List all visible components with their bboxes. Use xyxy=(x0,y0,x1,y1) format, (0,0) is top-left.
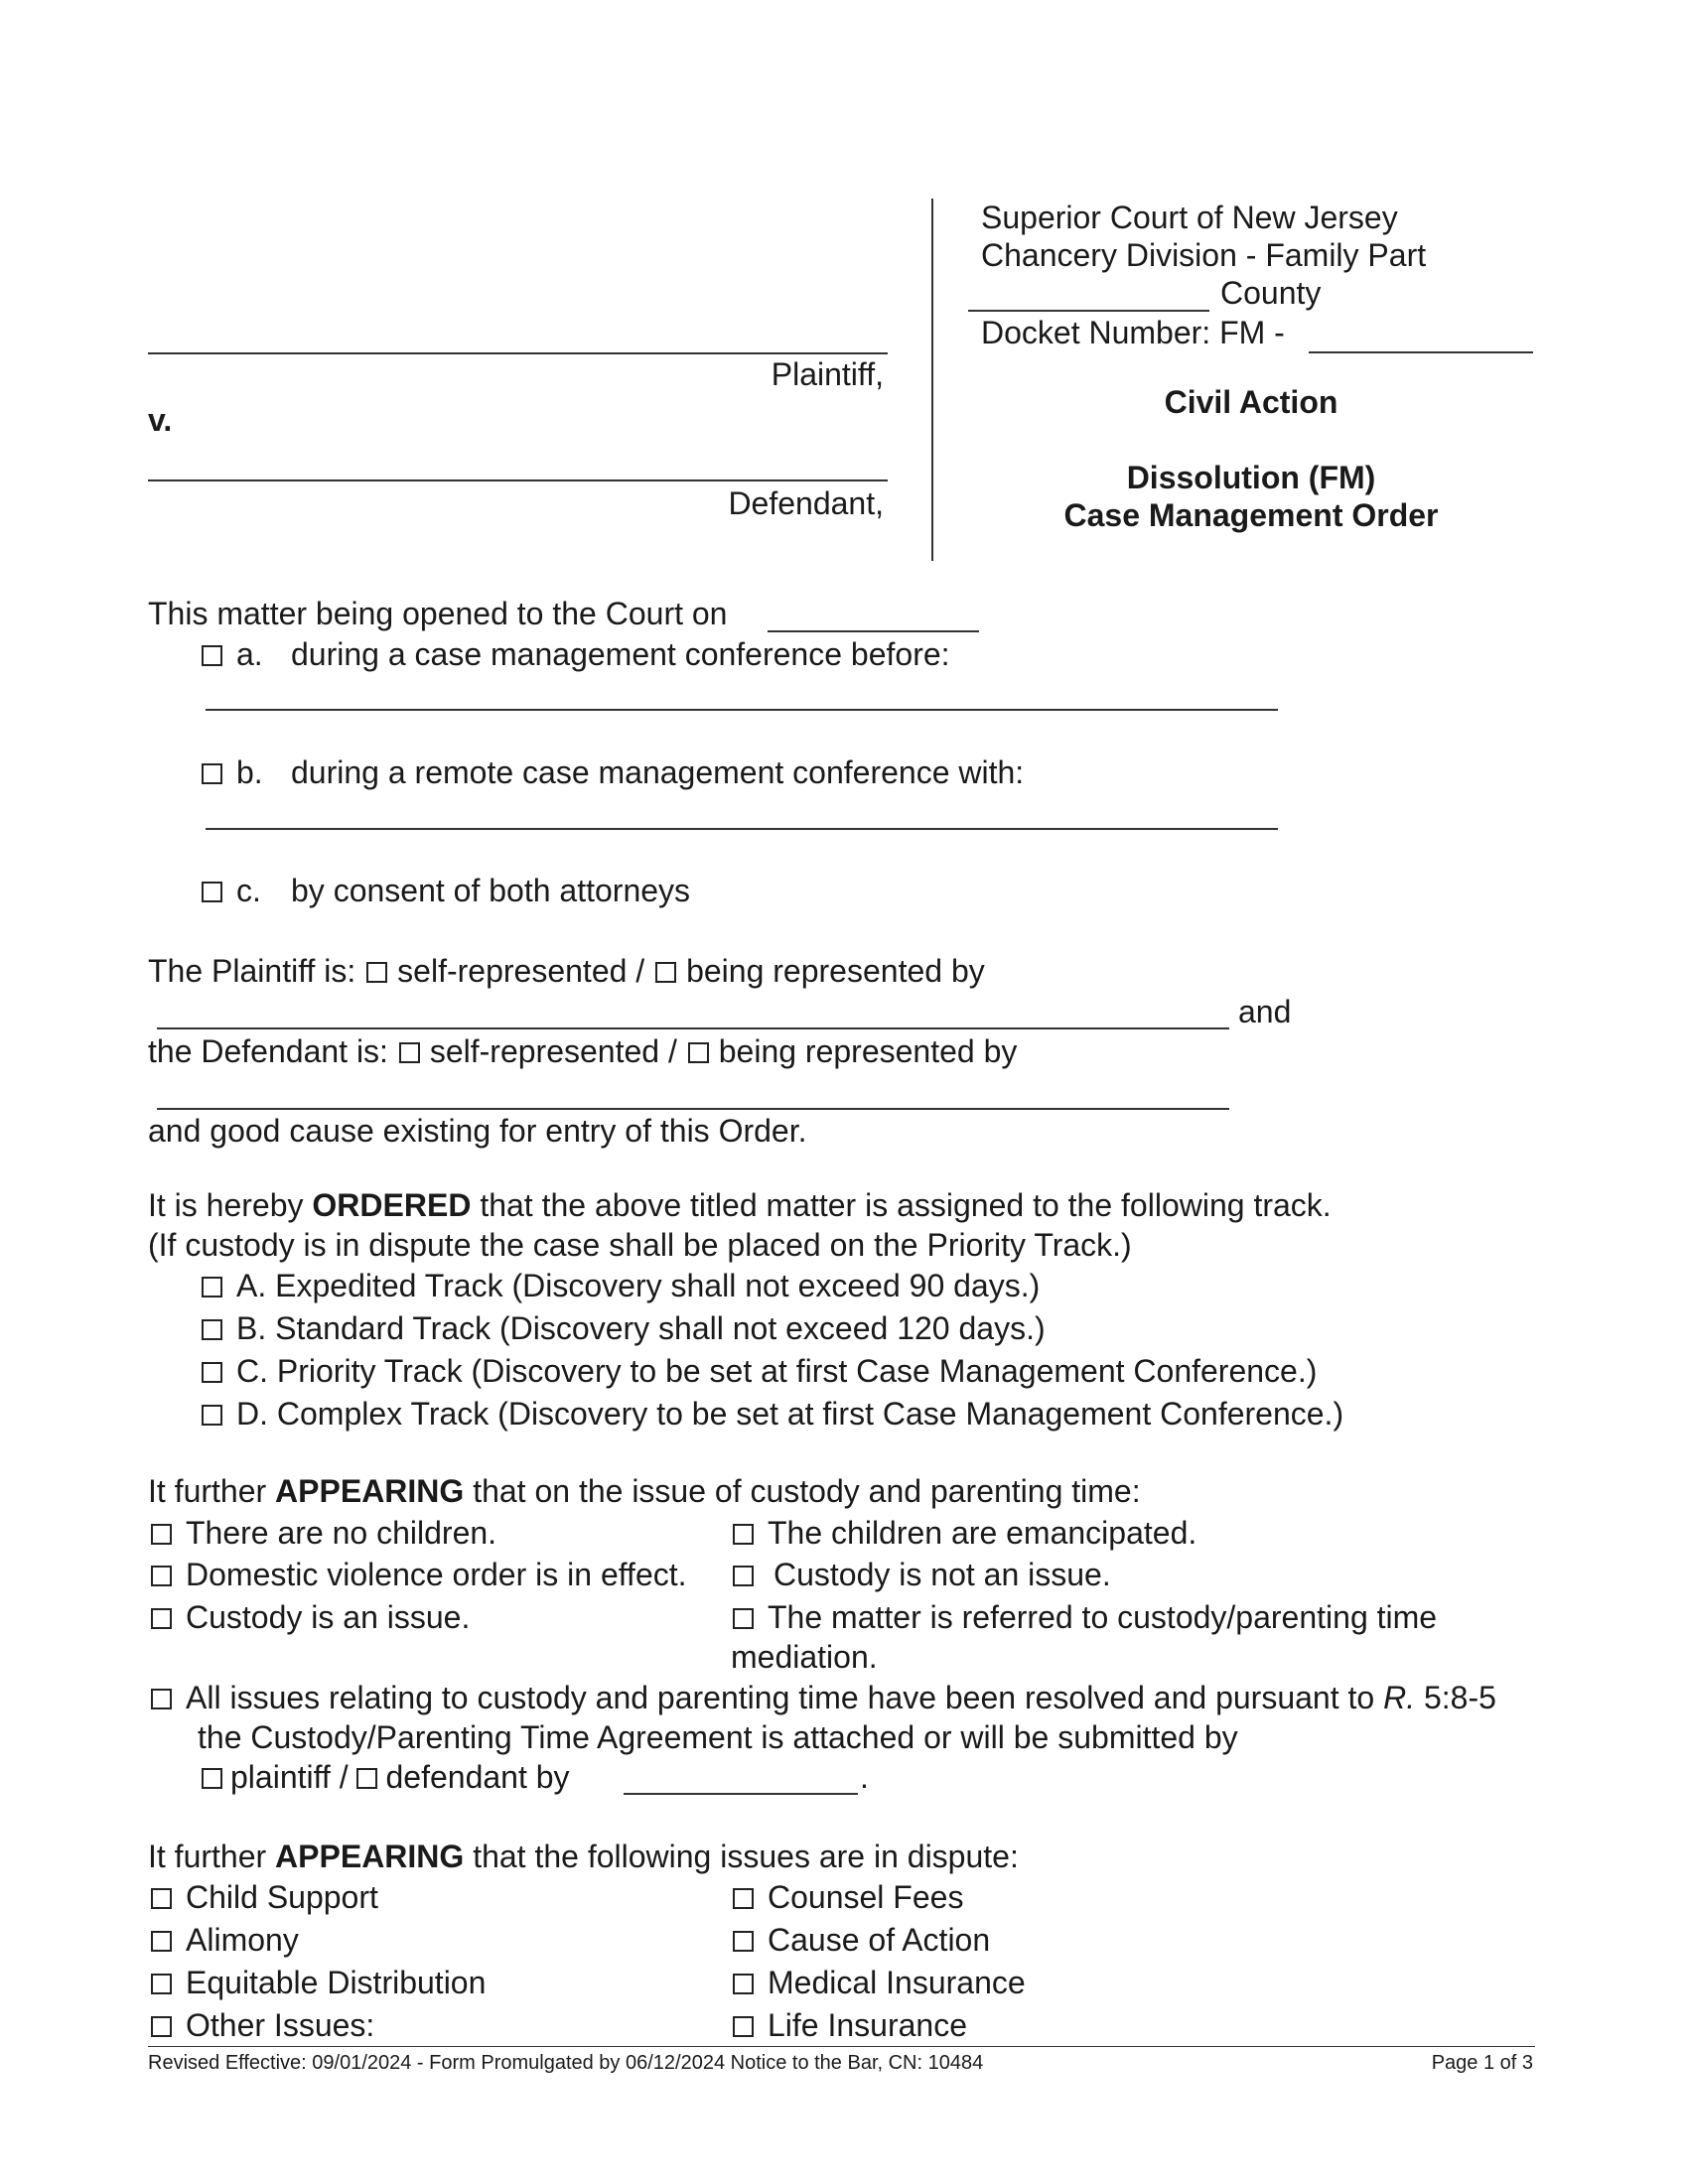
custody-is-issue-label: Custody is an issue. xyxy=(186,1599,471,1635)
agreement-plaintiff-checkbox[interactable] xyxy=(202,1768,222,1789)
track-option-c-text: C. Priority Track (Discovery to be set at first Case Management Conference.) xyxy=(236,1353,1318,1389)
track-option-d-text: D. Complex Track (Discovery to be set at first Case Management Conference.) xyxy=(236,1396,1344,1432)
custody-not-issue-checkbox[interactable] xyxy=(733,1566,754,1586)
footer-page-number: Page 1 of 3 xyxy=(1431,2052,1533,2074)
issues-intro xyxy=(148,1837,1019,1876)
counsel-fees-checkbox[interactable] xyxy=(733,1888,754,1909)
custody-intro-pre: It further xyxy=(148,1473,267,1509)
plaintiff-self-represented-label: self-represented / xyxy=(397,953,645,989)
defendant-name-line[interactable] xyxy=(148,479,888,481)
agreement-defendant-label: defendant by xyxy=(385,1759,570,1795)
alimony-checkbox[interactable] xyxy=(151,1931,172,1952)
agreement-period: . xyxy=(860,1759,869,1795)
opening-option-a-letter: a. xyxy=(236,636,263,672)
dv-order-label: Domestic violence order is in effect. xyxy=(186,1557,687,1592)
issue-right-4 xyxy=(733,2005,967,2045)
plaintiff-is-label: The Plaintiff is: xyxy=(148,953,356,989)
custody-is-issue-checkbox[interactable] xyxy=(151,1608,172,1629)
cause-of-action-label: Cause of Action xyxy=(768,1922,991,1958)
agreement-submitter xyxy=(202,1757,570,1797)
custody-left-3 xyxy=(151,1597,470,1637)
referred-mediation-cont: mediation. xyxy=(731,1639,878,1675)
track-option-d-checkbox[interactable] xyxy=(202,1405,222,1426)
equitable-distribution-label: Equitable Distribution xyxy=(186,1965,487,2000)
rule-prefix: R. xyxy=(1383,1680,1416,1715)
issue-left-3 xyxy=(151,1963,486,2002)
child-support-checkbox[interactable] xyxy=(151,1888,172,1909)
medical-insurance-label: Medical Insurance xyxy=(768,1965,1026,2000)
referred-mediation-checkbox[interactable] xyxy=(733,1608,754,1629)
opening-option-a-checkbox[interactable] xyxy=(202,645,222,666)
track-option-d xyxy=(202,1394,1343,1433)
remote-conference-line[interactable] xyxy=(206,828,1278,830)
docket-number-blank[interactable] xyxy=(1309,351,1533,353)
custody-intro-appearing: APPEARING xyxy=(275,1473,465,1509)
county-blank[interactable] xyxy=(968,310,1209,312)
life-insurance-label: Life Insurance xyxy=(768,2007,968,2043)
referred-mediation-label: The matter is referred to custody/parenting time xyxy=(768,1599,1438,1635)
agreement-plaintiff-label: plaintiff / xyxy=(230,1759,349,1795)
defendant-self-represented-label: self-represented / xyxy=(429,1033,677,1069)
and-label: and xyxy=(1238,994,1292,1029)
issue-right-1 xyxy=(733,1877,963,1917)
track-option-b xyxy=(202,1308,1046,1348)
defendant-self-represented-checkbox[interactable] xyxy=(399,1042,420,1063)
defendant-attorney-line[interactable] xyxy=(157,1108,1229,1110)
plaintiff-represented-checkbox[interactable] xyxy=(655,962,676,983)
medical-insurance-checkbox[interactable] xyxy=(733,1974,754,1994)
track-intro-ordered: ORDERED xyxy=(312,1187,472,1223)
track-intro-post: that the above titled matter is assigned to the following track. xyxy=(480,1187,1332,1223)
track-note: (If custody is in dispute the case shall be placed on the Priority Track.) xyxy=(148,1227,1132,1263)
opening-option-c-letter: c. xyxy=(236,873,261,908)
footer-rule xyxy=(148,2046,1535,2047)
children-emancipated-label: The children are emancipated. xyxy=(768,1515,1197,1551)
court-name: Superior Court of New Jersey xyxy=(981,200,1398,235)
opening-option-b-text: during a remote case management conference with: xyxy=(291,754,1025,790)
docket-label: Docket Number: FM - xyxy=(981,315,1285,350)
good-cause-text: and good cause existing for entry of this Order. xyxy=(148,1113,807,1149)
equitable-distribution-checkbox[interactable] xyxy=(151,1974,172,1994)
children-emancipated-checkbox[interactable] xyxy=(733,1524,754,1545)
plaintiff-label: Plaintiff, xyxy=(771,356,884,392)
custody-resolved-text: All issues relating to custody and parenting time have been resolved and pursuant to xyxy=(186,1680,1375,1715)
footer-revised: Revised Effective: 09/01/2024 - Form Promulgated by 06/12/2024 Notice to the Bar, CN: 10484 xyxy=(148,2052,984,2074)
defendant-label: Defendant, xyxy=(728,485,884,521)
issues-intro-pre: It further xyxy=(148,1839,267,1874)
custody-left-2 xyxy=(151,1555,687,1594)
track-option-c xyxy=(202,1351,1317,1391)
track-option-c-checkbox[interactable] xyxy=(202,1362,222,1383)
opening-option-c-text: by consent of both attorneys xyxy=(291,873,691,908)
plaintiff-self-represented-checkbox[interactable] xyxy=(366,962,387,983)
custody-intro xyxy=(148,1471,1141,1511)
defendant-represented-label: being represented by xyxy=(718,1033,1018,1069)
agreement-date-blank[interactable] xyxy=(624,1793,858,1795)
opening-date-blank[interactable] xyxy=(768,630,979,632)
defendant-representation xyxy=(148,1031,1017,1071)
custody-resolved-checkbox[interactable] xyxy=(151,1689,172,1709)
track-option-b-text: B. Standard Track (Discovery shall not exceed 120 days.) xyxy=(236,1310,1046,1346)
alimony-label: Alimony xyxy=(186,1922,299,1958)
track-intro xyxy=(148,1185,1332,1225)
no-children-checkbox[interactable] xyxy=(151,1524,172,1545)
issue-left-2 xyxy=(151,1920,299,1960)
court-division: Chancery Division - Family Part xyxy=(981,237,1427,273)
custody-resolved xyxy=(151,1678,1496,1717)
agreement-defendant-checkbox[interactable] xyxy=(356,1768,377,1789)
custody-left-1 xyxy=(151,1513,496,1553)
track-option-b-checkbox[interactable] xyxy=(202,1319,222,1340)
opening-option-c-checkbox[interactable] xyxy=(202,882,222,902)
plaintiff-represented-label: being represented by xyxy=(686,953,985,989)
custody-right-2 xyxy=(733,1555,1111,1594)
judge-name-line[interactable] xyxy=(206,709,1278,711)
custody-intro-post: that on the issue of custody and parenting time: xyxy=(473,1473,1141,1509)
plaintiff-representation xyxy=(148,951,985,991)
other-issues-checkbox[interactable] xyxy=(151,2016,172,2037)
opening-option-a-text: during a case management conference before: xyxy=(291,636,950,672)
track-option-a-checkbox[interactable] xyxy=(202,1277,222,1297)
track-option-a-text: A. Expedited Track (Discovery shall not exceed 90 days.) xyxy=(236,1268,1041,1303)
issue-right-2 xyxy=(733,1920,990,1960)
opening-option-b-letter: b. xyxy=(236,754,263,790)
versus-label: v. xyxy=(148,402,173,438)
track-option-a xyxy=(202,1266,1040,1305)
opening-intro-text: This matter being opened to the Court on xyxy=(148,596,728,631)
civil-action-heading: Civil Action xyxy=(1164,384,1338,420)
county-label: County xyxy=(1220,275,1322,311)
child-support-label: Child Support xyxy=(186,1879,378,1915)
cause-of-action-checkbox[interactable] xyxy=(733,1931,754,1952)
opening-option-b xyxy=(202,752,1024,792)
no-children-label: There are no children. xyxy=(186,1515,497,1551)
life-insurance-checkbox[interactable] xyxy=(733,2016,754,2037)
form-title-line2: Case Management Order xyxy=(1063,497,1439,533)
issue-right-3 xyxy=(733,1963,1026,2002)
custody-right-1 xyxy=(733,1513,1196,1553)
custody-right-3 xyxy=(733,1597,1437,1637)
opening-option-c xyxy=(202,871,690,910)
dv-order-checkbox[interactable] xyxy=(151,1566,172,1586)
defendant-is-label: the Defendant is: xyxy=(148,1033,388,1069)
form-title-line1: Dissolution (FM) xyxy=(1126,460,1376,495)
issue-left-1 xyxy=(151,1877,378,1917)
opening-option-a xyxy=(202,634,950,674)
counsel-fees-label: Counsel Fees xyxy=(768,1879,964,1915)
custody-resolved-line2: the Custody/Parenting Time Agreement is attached or will be submitted by xyxy=(198,1719,1238,1755)
issues-intro-appearing: APPEARING xyxy=(275,1839,465,1874)
defendant-represented-checkbox[interactable] xyxy=(688,1042,709,1063)
opening-option-b-checkbox[interactable] xyxy=(202,763,222,784)
custody-not-issue-label: Custody is not an issue. xyxy=(774,1557,1111,1592)
issues-intro-post: that the following issues are in dispute: xyxy=(473,1839,1019,1874)
other-issues-label: Other Issues: xyxy=(186,2007,375,2043)
caption-divider xyxy=(931,199,933,561)
plaintiff-attorney-line[interactable] xyxy=(157,1027,1229,1029)
rule-number: 5:8-5 xyxy=(1423,1680,1496,1715)
opening-intro xyxy=(148,594,727,633)
issue-left-4 xyxy=(151,2005,374,2045)
track-intro-pre: It is hereby xyxy=(148,1187,304,1223)
